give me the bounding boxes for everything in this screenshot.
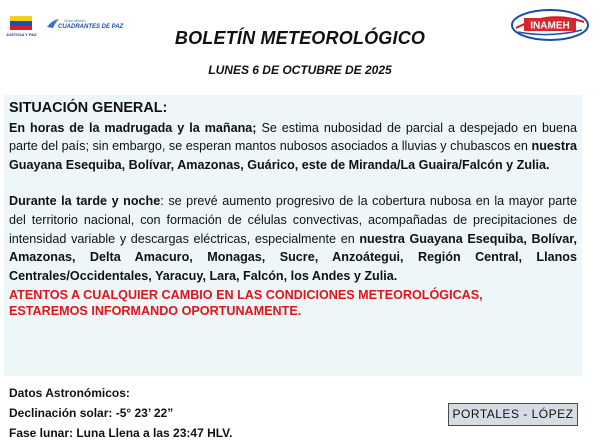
cuadrantes-de-paz-label: CUADRANTES DE PAZ: [58, 24, 124, 30]
solar-declination: Declinación solar: -5° 23’ 22”: [9, 406, 174, 420]
morning-text: Se estima nubosidad de parcial a despejado en buena parte del país; sin embargo, se esperan mantos nubosos asociados a lluvias y chubascos en: [9, 120, 577, 154]
moon-phase: Fase lunar: Luna Llena a las 23:47 HLV.: [9, 426, 233, 440]
inameh-logo: [510, 8, 590, 42]
justicia-paz-caption: JUSTICIA Y PAZ: [6, 32, 37, 37]
afternoon-forecast-paragraph: [9, 192, 577, 285]
morning-intro: En horas de la madrugada y la mañana;: [9, 120, 257, 135]
section-heading: SITUACIÓN GENERAL:: [9, 100, 168, 116]
bulletin-header: [0, 0, 600, 90]
morning-forecast-paragraph: [9, 119, 577, 175]
morning-regions: nuestra Guayana Esequiba, Bolívar, Amazonas, Guárico, este de Miranda/La Guaira/Falcón y Zulia.: [9, 139, 577, 172]
bulletin-date: LUNES 6 DE OCTUBRE DE 2025: [208, 63, 392, 77]
alert-notice: [9, 287, 577, 319]
afternoon-intro: Durante la tarde y noche: [9, 194, 161, 209]
afternoon-text: : se prevé aumento progresivo de la cobertura nubosa en la mayor parte del territorio nacional, con formación de células convectivas, acompañadas de precipitaciones de intensidad variable y descargas eléctricas, especialmente en: [9, 194, 578, 246]
alert-line-2: ESTAREMOS INFORMANDO OPORTUNAMENTE.: [9, 304, 302, 319]
alert-line-1: ATENTOS A CUALQUIER CAMBIO EN LAS CONDICIONES METEOROLÓGICAS,: [9, 288, 483, 303]
astronomical-data: [9, 383, 369, 443]
astro-heading: Datos Astronómicos:: [9, 386, 130, 400]
general-situation-panel: [4, 95, 582, 376]
gran-mision-label: Gran Misión: [64, 18, 86, 23]
afternoon-regions: nuestra Guayana Esequiba, Bolívar, Amazonas, Delta Amacuro, Monagas, Sucre, Anzoátegui, Región Central, Llanos Centrales/Occidentales, Yaracuy, Lara, Falcón, los Andes y Zulia.: [9, 231, 577, 283]
author-badge: PORTALES - LÓPEZ: [448, 403, 578, 426]
inameh-logo-text: INAMEH: [530, 20, 570, 32]
bulletin-title: BOLETÍN METEOROLÓGICO: [174, 28, 426, 48]
